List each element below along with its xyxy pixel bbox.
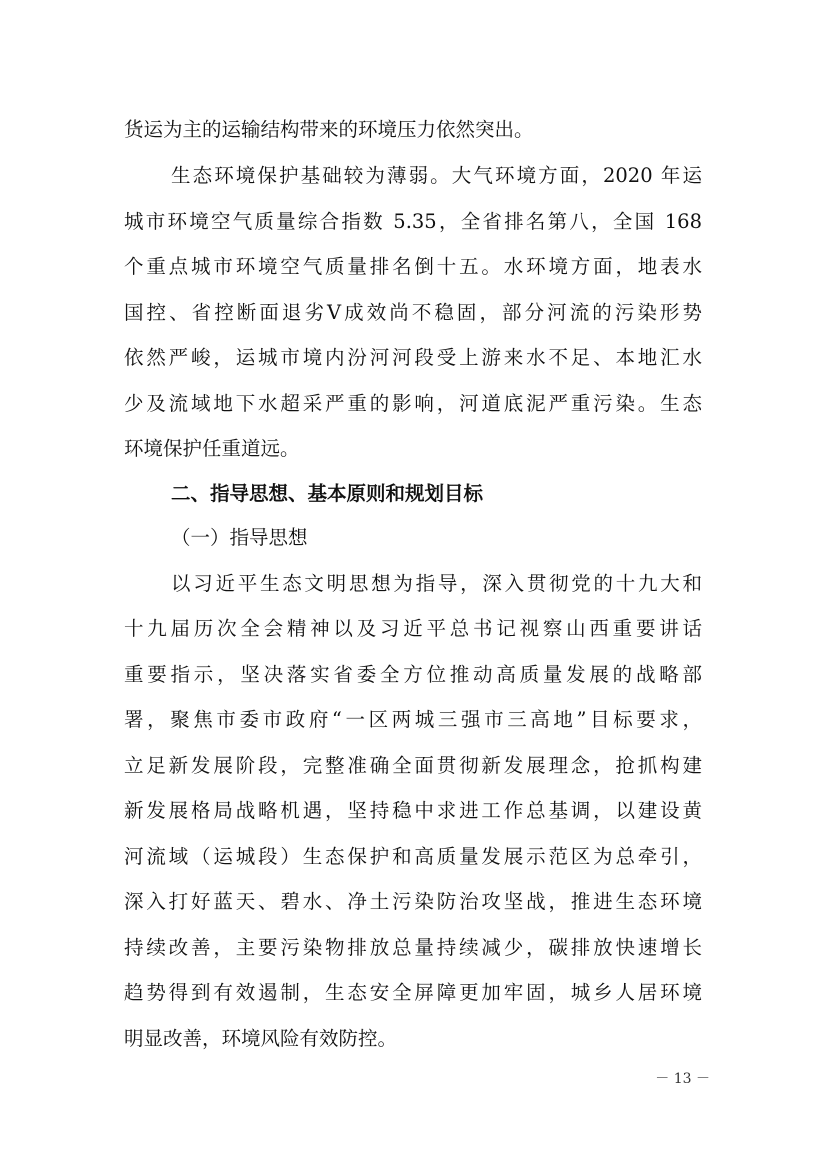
page-number: － 13 － [655,1071,710,1087]
paragraph-line: 持续改善，主要污染物排放总量持续减少，碳排放快速增长 [124,936,702,959]
paragraph-line: 生态环境保护基础较为薄弱。大气环境方面，2020 年运 [171,164,702,187]
paragraph-line: 重要指示，坚决落实省委全方位推动高质量发展的战略部 [124,663,702,686]
paragraph-line: 城市环境空气质量综合指数 5.35，全省排名第八，全国 168 [124,210,702,233]
paragraph-line: 个重点城市环境空气质量排名倒十五。水环境方面，地表水 [124,255,702,278]
section-heading: 二、指导思想、基本原则和规划目标 [171,482,484,505]
paragraph-line: 署，聚焦市委市政府“一区两城三强市三高地”目标要求， [124,708,702,731]
paragraph-line: 新发展格局战略机遇，坚持稳中求进工作总基调，以建设黄 [124,799,702,822]
paragraph-line: 以习近平生态文明思想为指导，深入贯彻党的十九大和 [171,572,702,595]
paragraph-line: 趋势得到有效遏制，生态安全屏障更加牢固，城乡人居环境 [124,981,702,1004]
paragraph-line: 少及流域地下水超采严重的影响，河道底泥严重污染。生态 [124,392,702,415]
subsection-heading: （一）指导思想 [171,526,308,549]
paragraph-line: 明显改善，环境风险有效防控。 [124,1027,398,1050]
paragraph-line: 十九届历次全会精神以及习近平总书记视察山西重要讲话 [124,617,702,640]
paragraph-line: 深入打好蓝天、碧水、净土污染防治攻坚战，推进生态环境 [124,890,702,913]
paragraph-line: 河流域（运城段）生态保护和高质量发展示范区为总牵引， [124,845,702,868]
paragraph-line: 立足新发展阶段，完整准确全面贯彻新发展理念，抢抓构建 [124,754,702,777]
paragraph-line: 依然严峻，运城市境内汾河河段受上游来水不足、本地汇水 [124,346,702,369]
paragraph-line: 国控、省控断面退劣Ⅴ成效尚不稳固，部分河流的污染形势 [124,301,702,324]
paragraph-line: 货运为主的运输结构带来的环境压力依然突出。 [124,118,534,141]
paragraph-line: 环境保护任重道远。 [124,437,300,460]
